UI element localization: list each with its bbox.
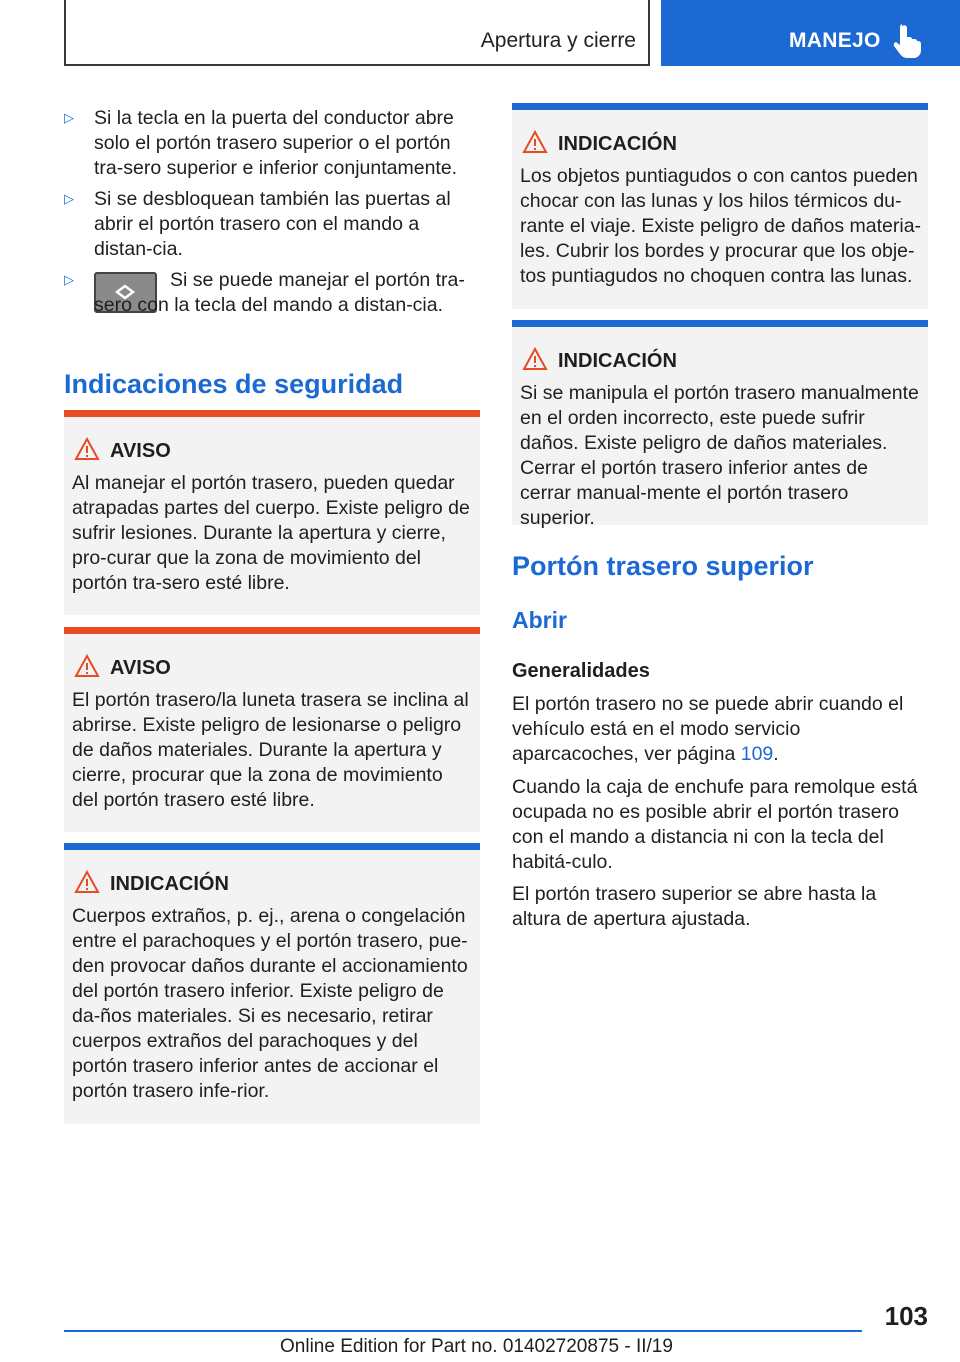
header-section-title: Apertura y cierre — [480, 29, 636, 52]
warning-title: AVISO — [110, 657, 171, 679]
subsubheading-general: Generalidades — [512, 660, 650, 682]
paragraph — [512, 692, 928, 767]
warning-box — [64, 410, 480, 615]
triangle-bullet-icon: ▷ — [64, 191, 74, 206]
notice-triangle-icon — [522, 130, 548, 154]
header-section-title-box — [64, 0, 650, 66]
warning-text: Al manejar el portón trasero, pueden quedar atrapadas partes del cuerpo. Existe peligro de sufrir lesiones. Durante la apertura y cierre, pro-curar que la zona de movimiento del portón tra-sero esté libre. — [72, 472, 470, 594]
paragraph: El portón trasero superior se abre hasta la altura de apertura ajustada. — [512, 883, 877, 930]
warning-triangle-icon — [74, 437, 100, 461]
notice-text: Cuerpos extraños, p. ej., arena o congelación entre el parachoques y el portón trasero, pue-den provocar daños durante el accionamiento del portón trasero inferior. Existe peligro de da-ños materiales. Si es necesario, retirar cuerpos extraños del parachoques y del portón trasero inferior antes de accionar el portón trasero infe-rior. — [72, 905, 468, 1102]
edition-text: Online Edition for Part no. 01402720875 - II/19 — [280, 1336, 673, 1357]
notice-bar — [64, 843, 480, 850]
notice-title: INDICACIÓN — [558, 350, 677, 372]
notice-text: Los objetos puntiagudos o con cantos pueden chocar con las lunas y los hilos térmicos du-rante el viaje. Existe peligro de daños materia-les. Cubrir los bordes y procurar que los obje-tos puntiagudos no choquen contra las lunas. — [520, 165, 922, 287]
warning-bar — [64, 410, 480, 417]
warning-triangle-icon — [74, 654, 100, 678]
section-heading-upper-tailgate: Portón trasero superior — [512, 551, 814, 581]
warning-bar — [64, 627, 480, 634]
warning-box — [64, 627, 480, 832]
bullet-text: Si la tecla en la puerta del conductor abre solo el portón trasero superior o el portón tra-sero superior e inferior conjuntamente. — [94, 107, 458, 179]
notice-text: Si se manipula el portón trasero manualmente en el orden incorrecto, este puede sufrir daños. Existe peligro de daños materiales. Cerrar el portón trasero inferior antes de cerrar manual-mente el portón trasero superior. — [520, 382, 919, 529]
notice-triangle-icon — [522, 347, 548, 371]
notice-bar — [512, 320, 928, 327]
page-reference-link[interactable]: 109 — [740, 743, 774, 765]
bullet-text: Si se desbloquean también las puertas al abrir el portón trasero con el mando a distan-cia. — [94, 188, 451, 260]
warning-text: El portón trasero/la luneta trasera se inclina al abrirse. Existe peligro de lesionarse o peligro de daños materiales. Durante la apertura y cierre, procurar que la zona de movimiento del portón trasero esté libre. — [72, 689, 469, 811]
paragraph-text-end: . — [773, 743, 779, 765]
triangle-bullet-icon: ▷ — [64, 110, 74, 125]
warning-title: AVISO — [110, 440, 171, 462]
notice-title: INDICACIÓN — [110, 873, 229, 895]
section-heading-safety: Indicaciones de seguridad — [64, 369, 404, 399]
notice-title: INDICACIÓN — [558, 133, 677, 155]
notice-box — [512, 103, 928, 309]
notice-triangle-icon — [74, 870, 100, 894]
paragraph-text: El portón trasero no se puede abrir cuando el vehículo está en el modo servicio aparcacoches, ver página — [512, 693, 904, 765]
footer-divider — [64, 1330, 862, 1332]
pointing-hand-icon — [893, 24, 923, 58]
notice-bar — [512, 103, 928, 110]
bullet-text: Si se puede manejar el portón tra-sero con la tecla del mando a distan-cia. — [94, 269, 465, 316]
bullet-item — [64, 268, 480, 348]
paragraph: Cuando la caja de enchufe para remolque está ocupada no es posible abrir el portón trasero con el mando a distancia ni con la tecla del habitá-culo. — [512, 776, 918, 873]
chapter-tab-label: MANEJO — [789, 29, 881, 52]
notice-box — [512, 320, 928, 529]
subheading-open: Abrir — [512, 607, 567, 633]
page-number: 103 — [884, 1301, 928, 1331]
triangle-bullet-icon: ▷ — [64, 272, 74, 287]
notice-box — [64, 843, 480, 1124]
